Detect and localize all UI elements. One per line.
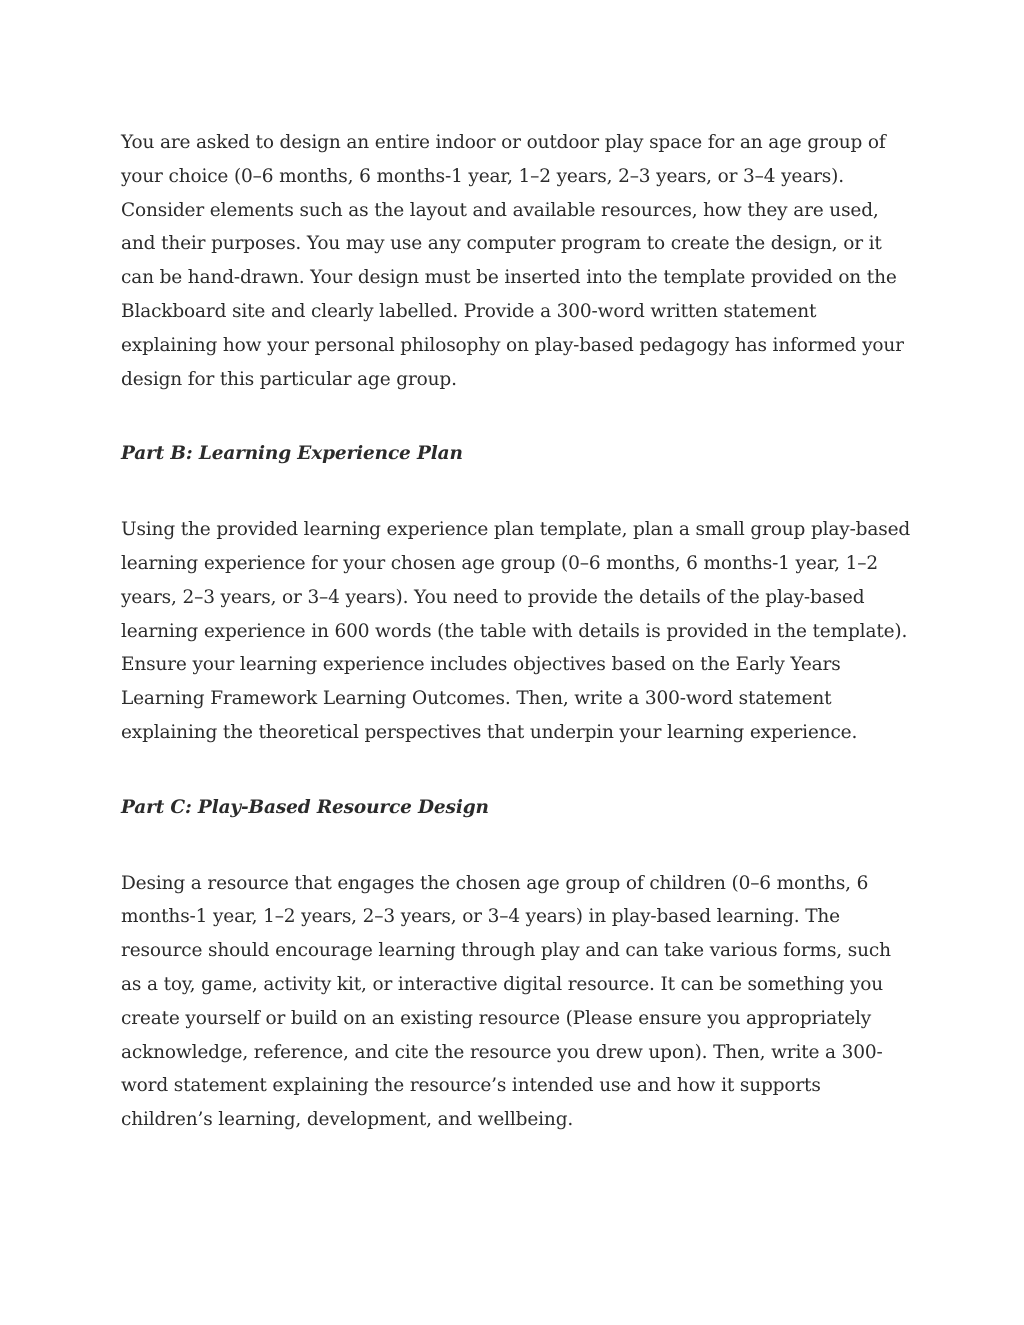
part-c-paragraph: Desing a resource that engages the chosen age group of children (0–6 months, 6 months-1 year, 1–2 years, 2–3 years, or 3–4 years) in play-based learning. The resource should encourage learning through play and can take various forms, such as a toy, game, activity kit, or interactive digital resource. It can be something you create yourself or build on an existing resource (Please ensure you appropriately acknowledge, reference, and cite the resource you drew upon). Then, write a 300-word statement explaining the resource’s intended use and how it supports children’s learning, development, and wellbeing. — [121, 872, 891, 1131]
part-b-paragraph: Using the provided learning experience plan template, plan a small group play-based learning experience for your chosen age group (0–6 months, 6 months-1 year, 1–2 years, 2–3 years, or 3–4 years). You need to provide the details of the play-based learning experience in 600 words (the table with details is provided in the template). Ensure your learning experience includes objectives based on the Early Years Learning Framework Learning Outcomes. Then, write a 300-word statement explaining the theoretical perspectives that underpin your learning experience. — [121, 519, 911, 743]
part-c-heading: Part C: Play-Based Resource Design — [121, 796, 489, 818]
part-b-heading: Part B: Learning Experience Plan — [121, 443, 463, 465]
document-page — [121, 126, 911, 1137]
part-a-paragraph: You are asked to design an entire indoor or outdoor play space for an age group of your choice (0–6 months, 6 months-1 year, 1–2 years, 2–3 years, or 3–4 years). Consider elements such as the layout and available resources, how they are used, and their purposes. You may use any computer program to create the design, or it can be hand-drawn. Your design must be inserted into the template provided on the Blackboard site and clearly labelled. Provide a 300-word written statement explaining how your personal philosophy on play-based pedagogy has informed your design for this particular age group. — [121, 132, 904, 390]
